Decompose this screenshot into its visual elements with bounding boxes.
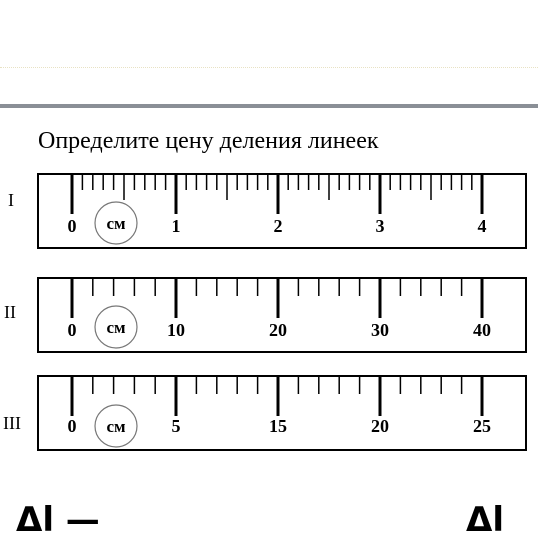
ruler-frame — [38, 376, 526, 450]
decorative-dotted-line — [0, 67, 538, 68]
ruler-3 — [0, 372, 538, 454]
task-title: Определите цену деления линеек — [38, 128, 379, 154]
tick-label: 20 — [269, 320, 287, 340]
bottom-formula-left: Δl — — [16, 500, 100, 540]
ruler-label-3: III — [3, 413, 21, 433]
tick-label: 15 — [269, 416, 287, 436]
ruler-2 — [0, 274, 538, 356]
unit-label: см — [106, 214, 126, 233]
tick-label: 30 — [371, 320, 389, 340]
bottom-formula-right: Δl — [466, 500, 504, 540]
unit-label: см — [106, 417, 126, 436]
tick-label: 1 — [171, 216, 181, 236]
tick-label: 2 — [273, 216, 283, 236]
ruler-frame — [38, 278, 526, 352]
tick-label: 0 — [67, 216, 77, 236]
header-divider — [0, 104, 538, 108]
tick-label: 0 — [67, 320, 77, 340]
tick-label: 10 — [167, 320, 185, 340]
tick-label: 40 — [473, 320, 491, 340]
ruler-label-1: I — [8, 190, 14, 210]
ruler-1 — [0, 170, 538, 250]
tick-label: 4 — [477, 216, 487, 236]
tick-label: 20 — [371, 416, 389, 436]
unit-label: см — [106, 318, 126, 337]
tick-label: 5 — [171, 416, 181, 436]
tick-label: 3 — [375, 216, 385, 236]
tick-label: 0 — [67, 416, 77, 436]
ruler-frame — [38, 174, 526, 248]
ruler-label-2: II — [4, 302, 16, 322]
tick-label: 25 — [473, 416, 491, 436]
